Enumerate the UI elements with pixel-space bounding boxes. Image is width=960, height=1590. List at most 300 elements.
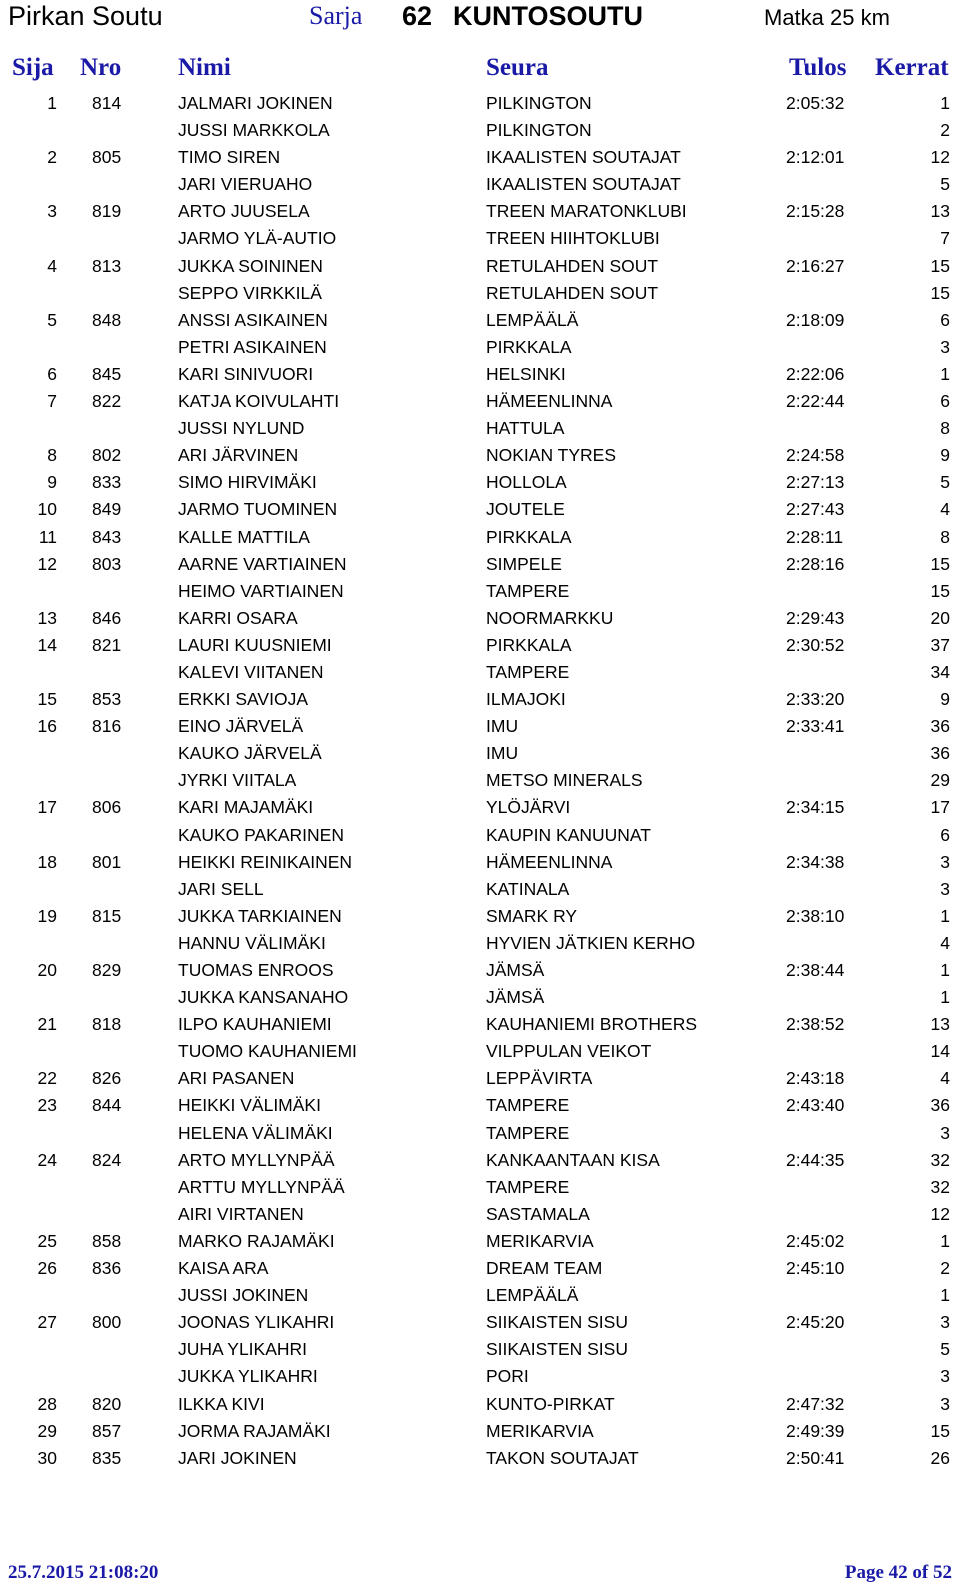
table-row (0, 1309, 960, 1336)
cell-nimi: ERKKI SAVIOJA (178, 689, 308, 710)
cell-seura: IMU (486, 743, 519, 764)
cell-tulos: 2:34:38 (786, 851, 845, 872)
results-table (0, 90, 960, 1472)
cell-tulos: 2:45:10 (786, 1258, 845, 1279)
cell-seura: MERIKARVIA (486, 1420, 594, 1441)
cell-nimi: JUKKA TARKIAINEN (178, 905, 342, 926)
cell-sija: 21 (37, 1014, 57, 1035)
class-number: 62 (402, 1, 433, 31)
cell-kerrat: 29 (930, 770, 950, 791)
cell-seura: PILKINGTON (486, 120, 592, 141)
cell-tulos: 2:27:43 (786, 499, 845, 520)
cell-nro: 806 (92, 797, 122, 818)
cell-nimi: JARI VIERUAHO (178, 174, 313, 195)
cell-seura: RETULAHDEN SOUT (486, 255, 659, 276)
cell-nimi: JALMARI JOKINEN (178, 93, 333, 113)
cell-seura: PIRKKALA (486, 336, 572, 357)
cell-nro: 844 (92, 1095, 122, 1116)
cell-sija: 16 (37, 716, 57, 737)
cell-tulos: 2:49:39 (786, 1420, 845, 1441)
cell-tulos: 2:16:27 (786, 255, 845, 276)
cell-nimi: JUHA YLIKAHRI (178, 1339, 308, 1360)
cell-tulos: 2:18:09 (786, 309, 845, 330)
cell-nro: 826 (92, 1068, 122, 1089)
cell-nimi: KAUKO JÄRVELÄ (178, 743, 322, 764)
cell-nro: 813 (92, 255, 122, 276)
cell-sija: 14 (37, 634, 57, 655)
cell-kerrat: 5 (940, 174, 950, 195)
cell-seura: YLÖJÄRVI (486, 797, 571, 818)
cell-nro: 800 (92, 1312, 122, 1333)
table-row (0, 605, 960, 632)
table-row (0, 225, 960, 252)
cell-seura: HYVIEN JÄTKIEN KERHO (486, 932, 696, 953)
cell-nimi: ARI PASANEN (178, 1068, 295, 1089)
cell-sija: 11 (38, 526, 57, 547)
cell-nimi: AARNE VARTIAINEN (178, 553, 347, 574)
cell-tulos: 2:50:41 (786, 1447, 845, 1468)
cell-nimi: LAURI KUUSNIEMI (178, 634, 332, 655)
cell-kerrat: 1 (940, 1230, 950, 1251)
cell-kerrat: 14 (930, 1041, 950, 1062)
cell-seura: JÄMSÄ (486, 987, 545, 1008)
cell-seura: SMARK RY (486, 905, 578, 926)
cell-seura: PIRKKALA (486, 634, 572, 655)
cell-seura: KUNTO-PIRKAT (486, 1393, 615, 1414)
cell-seura: JOUTELE (486, 499, 565, 520)
cell-sija: 6 (47, 363, 57, 384)
cell-nro: 802 (92, 445, 122, 466)
cell-nimi: KARI SINIVUORI (178, 363, 314, 384)
cell-sija: 30 (37, 1447, 57, 1468)
column-headers (0, 51, 960, 85)
cell-seura: TAMPERE (486, 661, 570, 682)
cell-nimi: HELENA VÄLIMÄKI (178, 1122, 333, 1143)
cell-nimi: TIMO SIREN (178, 147, 281, 168)
cell-seura: SIIKAISTEN SISU (486, 1312, 628, 1333)
table-row (0, 1363, 960, 1390)
cell-seura: KAUHANIEMI BROTHERS (486, 1014, 697, 1035)
cell-nimi: HEIKKI REINIKAINEN (178, 851, 353, 872)
cell-nimi: TUOMAS ENROOS (178, 960, 334, 980)
cell-nro: 836 (92, 1258, 122, 1279)
cell-nro: 822 (92, 391, 122, 412)
cell-nro: 835 (92, 1447, 122, 1468)
cell-nimi: JORMA RAJAMÄKI (178, 1420, 331, 1441)
cell-seura: PILKINGTON (486, 93, 592, 113)
table-row (0, 1282, 960, 1309)
cell-seura: TREEN HIIHTOKLUBI (486, 228, 660, 249)
cell-kerrat: 36 (930, 743, 950, 764)
cell-nimi: JARI JOKINEN (178, 1447, 297, 1468)
cell-nro: 843 (92, 526, 122, 547)
cell-nimi: KALEVI VIITANEN (178, 661, 324, 682)
cell-nimi: HEIKKI VÄLIMÄKI (178, 1095, 321, 1116)
cell-seura: IKAALISTEN SOUTAJAT (486, 147, 681, 168)
cell-seura: SASTAMALA (486, 1203, 590, 1224)
cell-kerrat: 3 (940, 1366, 950, 1387)
cell-nro: 849 (92, 499, 122, 520)
cell-kerrat: 2 (940, 1258, 950, 1279)
cell-kerrat: 1 (940, 960, 950, 980)
cell-kerrat: 3 (940, 878, 950, 899)
cell-seura: SIIKAISTEN SISU (486, 1339, 628, 1360)
cell-sija: 20 (37, 960, 57, 980)
cell-seura: VILPPULAN VEIKOT (486, 1041, 652, 1062)
cell-tulos: 2:28:11 (786, 526, 844, 547)
cell-nro: 816 (92, 716, 122, 737)
table-row (0, 442, 960, 469)
cell-tulos: 2:45:20 (786, 1312, 845, 1333)
cell-seura: TAMPERE (486, 580, 570, 601)
class-name: KUNTOSOUTU (453, 1, 644, 31)
cell-tulos: 2:45:02 (786, 1230, 845, 1251)
table-row (0, 1391, 960, 1418)
cell-tulos: 2:15:28 (786, 201, 845, 222)
cell-nro: 815 (92, 905, 122, 926)
cell-tulos: 2:43:40 (786, 1095, 845, 1116)
cell-seura: HÄMEENLINNA (486, 391, 613, 412)
cell-tulos: 2:24:58 (786, 445, 845, 466)
cell-sija: 12 (37, 553, 57, 574)
cell-kerrat: 36 (930, 716, 950, 737)
cell-nimi: SIMO HIRVIMÄKI (178, 472, 317, 493)
cell-sija: 7 (47, 391, 57, 412)
table-row (0, 903, 960, 930)
cell-tulos: 2:38:44 (786, 960, 845, 980)
cell-seura: TAKON SOUTAJAT (486, 1447, 639, 1468)
cell-nro: 845 (92, 363, 122, 384)
cell-seura: PIRKKALA (486, 526, 572, 547)
cell-seura: JÄMSÄ (486, 960, 545, 980)
cell-seura: TAMPERE (486, 1176, 570, 1197)
cell-kerrat: 4 (940, 1068, 950, 1089)
cell-sija: 1 (47, 93, 57, 113)
cell-nimi: JUKKA KANSANAHO (178, 987, 349, 1008)
table-row (0, 930, 960, 957)
cell-kerrat: 26 (930, 1447, 950, 1468)
table-row (0, 1445, 960, 1472)
table-row (0, 253, 960, 280)
cell-nro: 814 (92, 93, 122, 113)
cell-nimi: ARTTU MYLLYNPÄÄ (178, 1176, 345, 1197)
series-label: Sarja (309, 1, 363, 30)
cell-tulos: 2:28:16 (786, 553, 845, 574)
cell-sija: 17 (37, 797, 57, 818)
cell-sija: 13 (37, 607, 57, 628)
cell-tulos: 2:34:15 (786, 797, 845, 818)
cell-sija: 24 (37, 1149, 57, 1170)
cell-nimi: JARMO YLÄ-AUTIO (178, 228, 337, 249)
cell-sija: 25 (37, 1230, 57, 1251)
cell-nimi: TUOMO KAUHANIEMI (178, 1041, 357, 1062)
table-row (0, 361, 960, 388)
cell-sija: 23 (37, 1095, 57, 1116)
cell-nimi: ARTO JUUSELA (178, 201, 310, 222)
cell-nro: 821 (92, 634, 122, 655)
cell-sija: 28 (37, 1393, 57, 1414)
cell-nro: 824 (92, 1149, 122, 1170)
cell-seura: TREEN MARATONKLUBI (486, 201, 687, 222)
cell-nro: 858 (92, 1230, 122, 1251)
cell-kerrat: 34 (930, 661, 950, 682)
page-number: Page 42 of 52 (844, 1562, 952, 1583)
cell-nimi: JUSSI MARKKOLA (178, 120, 330, 141)
cell-kerrat: 7 (940, 228, 950, 249)
cell-kerrat: 4 (940, 499, 950, 520)
cell-kerrat: 8 (940, 418, 950, 439)
cell-kerrat: 13 (930, 201, 950, 222)
cell-nimi: KARRI OSARA (178, 607, 298, 628)
cell-nimi: ARTO MYLLYNPÄÄ (178, 1149, 335, 1170)
cell-nimi: JUSSI JOKINEN (178, 1285, 309, 1306)
column-header-nro: Nro (80, 54, 122, 81)
cell-kerrat: 12 (930, 147, 950, 168)
cell-kerrat: 20 (930, 607, 950, 628)
cell-nimi: JARI SELL (178, 878, 264, 899)
cell-nimi: EINO JÄRVELÄ (178, 716, 304, 737)
cell-tulos: 2:38:52 (786, 1014, 845, 1035)
cell-sija: 5 (47, 309, 57, 330)
table-row (0, 280, 960, 307)
column-header-nimi: Nimi (178, 54, 231, 81)
table-row (0, 740, 960, 767)
cell-kerrat: 15 (930, 255, 950, 276)
table-row (0, 849, 960, 876)
table-row (0, 198, 960, 225)
table-row (0, 957, 960, 984)
cell-nimi: MARKO RAJAMÄKI (178, 1230, 335, 1251)
cell-tulos: 2:22:44 (786, 391, 845, 412)
cell-nimi: KATJA KOIVULAHTI (178, 391, 340, 412)
cell-seura: HATTULA (486, 418, 565, 439)
cell-nimi: ILKKA KIVI (178, 1393, 265, 1414)
column-header-seura: Seura (486, 54, 549, 81)
table-row (0, 686, 960, 713)
cell-kerrat: 1 (940, 363, 950, 384)
cell-seura: LEPPÄVIRTA (486, 1068, 593, 1089)
cell-kerrat: 6 (940, 309, 950, 330)
cell-kerrat: 1 (940, 93, 950, 113)
cell-kerrat: 15 (930, 1420, 950, 1441)
table-row (0, 1092, 960, 1119)
cell-seura: DREAM TEAM (486, 1258, 603, 1279)
cell-nimi: KAISA ARA (178, 1258, 269, 1279)
column-header-kerrat: Kerrat (875, 54, 949, 81)
table-row (0, 1418, 960, 1445)
table-row (0, 794, 960, 821)
cell-sija: 15 (37, 689, 57, 710)
cell-kerrat: 3 (940, 1312, 950, 1333)
cell-nro: 801 (92, 851, 122, 872)
cell-kerrat: 17 (930, 797, 950, 818)
cell-sija: 3 (47, 201, 57, 222)
cell-nimi: JYRKI VIITALA (178, 770, 297, 791)
cell-seura: HÄMEENLINNA (486, 851, 613, 872)
cell-nro: 820 (92, 1393, 122, 1414)
cell-sija: 22 (37, 1068, 57, 1089)
cell-kerrat: 3 (940, 851, 950, 872)
cell-kerrat: 5 (940, 1339, 950, 1360)
cell-tulos: 2:27:13 (786, 472, 845, 493)
table-row (0, 415, 960, 442)
cell-kerrat: 9 (940, 445, 950, 466)
cell-tulos: 2:47:32 (786, 1393, 845, 1414)
cell-tulos: 2:38:10 (786, 905, 845, 926)
cell-seura: METSO MINERALS (486, 770, 643, 791)
cell-seura: HELSINKI (486, 363, 566, 384)
table-row (0, 984, 960, 1011)
cell-nro: 853 (92, 689, 122, 710)
cell-seura: KAUPIN KANUUNAT (486, 824, 651, 845)
table-row (0, 551, 960, 578)
table-row (0, 1065, 960, 1092)
page-footer (0, 1560, 960, 1586)
cell-sija: 27 (37, 1312, 57, 1333)
table-row (0, 388, 960, 415)
cell-sija: 8 (47, 445, 57, 466)
cell-kerrat: 1 (940, 987, 950, 1008)
cell-seura: HOLLOLA (486, 472, 567, 493)
cell-seura: RETULAHDEN SOUT (486, 282, 659, 303)
cell-nimi: KARI MAJAMÄKI (178, 797, 314, 818)
cell-tulos: 2:22:06 (786, 363, 845, 384)
table-row (0, 1038, 960, 1065)
cell-sija: 4 (47, 255, 57, 276)
cell-kerrat: 6 (940, 391, 950, 412)
cell-kerrat: 6 (940, 824, 950, 845)
cell-seura: LEMPÄÄLÄ (486, 309, 579, 330)
cell-seura: MERIKARVIA (486, 1230, 594, 1251)
table-row (0, 1147, 960, 1174)
cell-seura: LEMPÄÄLÄ (486, 1285, 579, 1306)
column-header-sija: Sija (12, 54, 54, 81)
cell-nimi: KAUKO PAKARINEN (178, 824, 344, 845)
table-row (0, 334, 960, 361)
cell-nro: 848 (92, 309, 122, 330)
table-row (0, 117, 960, 144)
cell-kerrat: 12 (930, 1203, 950, 1224)
cell-nimi: JUSSI NYLUND (178, 418, 305, 439)
cell-nimi: ANSSI ASIKAINEN (178, 309, 328, 330)
cell-nro: 818 (92, 1014, 122, 1035)
cell-nro: 829 (92, 960, 122, 980)
table-row (0, 1255, 960, 1282)
cell-seura: KATINALA (486, 878, 570, 899)
table-row (0, 90, 960, 117)
cell-kerrat: 13 (930, 1014, 950, 1035)
cell-seura: IMU (486, 716, 519, 737)
cell-kerrat: 9 (940, 689, 950, 710)
cell-kerrat: 32 (930, 1176, 950, 1197)
cell-sija: 2 (47, 147, 57, 168)
cell-sija: 19 (37, 905, 57, 926)
cell-kerrat: 4 (940, 932, 950, 953)
table-row (0, 524, 960, 551)
cell-kerrat: 3 (940, 1122, 950, 1143)
cell-tulos: 2:29:43 (786, 607, 845, 628)
cell-kerrat: 1 (940, 1285, 950, 1306)
cell-tulos: 2:30:52 (786, 634, 845, 655)
table-row (0, 171, 960, 198)
cell-kerrat: 8 (940, 526, 950, 547)
cell-kerrat: 32 (930, 1149, 950, 1170)
cell-nimi: SEPPO VIRKKILÄ (178, 282, 322, 303)
table-row (0, 1011, 960, 1038)
cell-kerrat: 15 (930, 282, 950, 303)
cell-nro: 833 (92, 472, 122, 493)
cell-seura: NOORMARKKU (486, 607, 614, 628)
cell-nimi: HANNU VÄLIMÄKI (178, 932, 326, 953)
cell-nimi: JUKKA SOININEN (178, 255, 323, 276)
cell-nro: 857 (92, 1420, 122, 1441)
cell-nimi: KALLE MATTILA (178, 526, 310, 547)
cell-kerrat: 36 (930, 1095, 950, 1116)
distance-label: Matka 25 km (764, 5, 890, 30)
cell-seura: NOKIAN TYRES (486, 445, 616, 466)
table-row (0, 632, 960, 659)
cell-kerrat: 3 (940, 336, 950, 357)
cell-nimi: ILPO KAUHANIEMI (178, 1014, 332, 1035)
cell-nimi: HEIMO VARTIAINEN (178, 580, 344, 601)
cell-seura: KANKAANTAAN KISA (486, 1149, 660, 1170)
cell-nro: 805 (92, 147, 122, 168)
table-row (0, 1174, 960, 1201)
cell-kerrat: 15 (930, 580, 950, 601)
cell-kerrat: 37 (930, 634, 950, 655)
cell-nro: 803 (92, 553, 122, 574)
page-header (0, 0, 960, 34)
cell-tulos: 2:05:32 (786, 93, 845, 113)
table-row (0, 1228, 960, 1255)
cell-kerrat: 1 (940, 905, 950, 926)
cell-tulos: 2:33:20 (786, 689, 845, 710)
cell-sija: 26 (37, 1258, 57, 1279)
cell-kerrat: 3 (940, 1393, 950, 1414)
cell-kerrat: 5 (940, 472, 950, 493)
table-row (0, 144, 960, 171)
cell-nimi: JUKKA YLIKAHRI (178, 1366, 318, 1387)
table-row (0, 1120, 960, 1147)
table-row (0, 659, 960, 686)
cell-seura: IKAALISTEN SOUTAJAT (486, 174, 681, 195)
cell-sija: 9 (47, 472, 57, 493)
cell-nimi: JOONAS YLIKAHRI (178, 1312, 335, 1333)
cell-tulos: 2:12:01 (786, 147, 845, 168)
print-timestamp: 25.7.2015 21:08:20 (8, 1562, 159, 1583)
column-header-tulos: Tulos (789, 54, 847, 81)
cell-seura: TAMPERE (486, 1095, 570, 1116)
event-title: Pirkan Soutu (8, 1, 163, 31)
table-row (0, 1201, 960, 1228)
table-row (0, 496, 960, 523)
cell-seura: PORI (486, 1366, 529, 1387)
table-row (0, 578, 960, 605)
cell-tulos: 2:44:35 (786, 1149, 845, 1170)
table-row (0, 822, 960, 849)
cell-nro: 846 (92, 607, 122, 628)
cell-sija: 18 (37, 851, 57, 872)
cell-kerrat: 2 (940, 120, 950, 141)
table-row (0, 469, 960, 496)
cell-sija: 29 (37, 1420, 57, 1441)
cell-nro: 819 (92, 201, 122, 222)
cell-nimi: JARMO TUOMINEN (178, 499, 338, 520)
cell-tulos: 2:43:18 (786, 1068, 845, 1089)
cell-nimi: ARI JÄRVINEN (178, 445, 299, 466)
cell-nimi: PETRI ASIKAINEN (178, 336, 327, 357)
cell-nimi: AIRI VIRTANEN (178, 1203, 304, 1224)
